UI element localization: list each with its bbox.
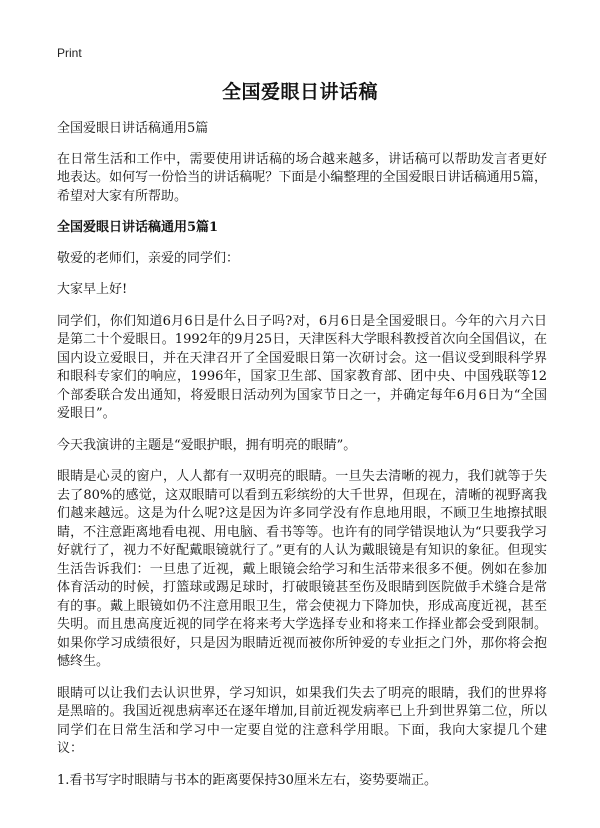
eyes-paragraph: 眼睛是心灵的窗户，人人都有一双明亮的眼睛。一旦失去清晰的视力，我们就等于失去了80%的感觉，这双眼睛可以看到五彩缤纷的大千世界，但现在，清晰的视野离我们越来越远。这是为什么呢?这是因为许多同学没有作息地用眼，不顾卫生地擦拭眼睛，不注意距离地看电视、用电脑、看书等等。也许有的同学错误地认为“只要我学习好就行了，视力不好配戴眼镜就行了。”更有的人认为戴眼镜是有知识的象征。但现实生活告诉我们：一旦患了近视，戴上眼镜会给学习和生活带来很多不便。例如在参加体育活动的时候，打篮球或踢足球时，打破眼镜甚至伤及眼睛到医院做手术缝合是常有的事。戴上眼镜如仍不注意用眼卫生，常会使视力下降加快，形成高度近视，甚至失明。而且患高度近视的同学在将来考大学选择专业和将来工作择业都会受到限制。如果你学习成绩很好，只是因为眼睛近视而被你所钟爱的专业拒之门外，那你将会抱憾终生。 [57,469,547,669]
page-title: 全国爱眼日讲话稿 [221,81,378,103]
print-link[interactable]: Print [57,46,82,60]
history-paragraph: 同学们，你们知道6月6日是什么日子吗?对，6月6日是全国爱眼日。今年的六月六日是第二十个爱眼日。1992年的9月25日，天津医科大学眼科教授首次向全国倡议，在国内设立爱眼日，并在天津召开了全国爱眼日第一次研讨会。这一倡议受到眼科学界和眼科专家们的响应，1996年，国家卫生部、国家教育部、团中央、中国残联等12个部委联合发出通知，将爱眼日活动列为国家节日之一，并确定每年6月6日为“全国爱眼日”。 [57,313,547,421]
article-body [57,120,547,803]
theme-paragraph: 今天我演讲的主题是“爱眼护眼，拥有明亮的眼睛”。 [57,437,357,453]
salutation-paragraph: 大家早上好! [57,282,128,297]
greeting-paragraph: 敬爱的老师们，亲爱的同学们： [57,250,240,266]
tip-paragraph: 1.看书写字时眼睛与书本的距离要保持30厘米左右，姿势要端正。 [57,772,437,788]
article-subtitle: 全国爱眼日讲话稿通用5篇 [57,121,209,136]
section-heading: 全国爱眼日讲话稿通用5篇1 [57,220,219,235]
intro-paragraph: 在日常生活和工作中，需要使用讲话稿的场合越来越多，讲话稿可以帮助发言者更好地表达。如何写一份恰当的讲话稿呢？下面是小编整理的全国爱眼日讲话稿通用5篇，希望对大家有所帮助。 [57,151,547,204]
advice-paragraph: 眼睛可以让我们去认识世界，学习知识，如果我们失去了明亮的眼睛，我们的世界将是黑暗的。我国近视患病率还在逐年增加,目前近视发病率已上升到世界第二位，所以同学们在日常生活和学习中一定要自觉的注意科学用眼。下面，我向大家提几个建议： [57,685,547,756]
